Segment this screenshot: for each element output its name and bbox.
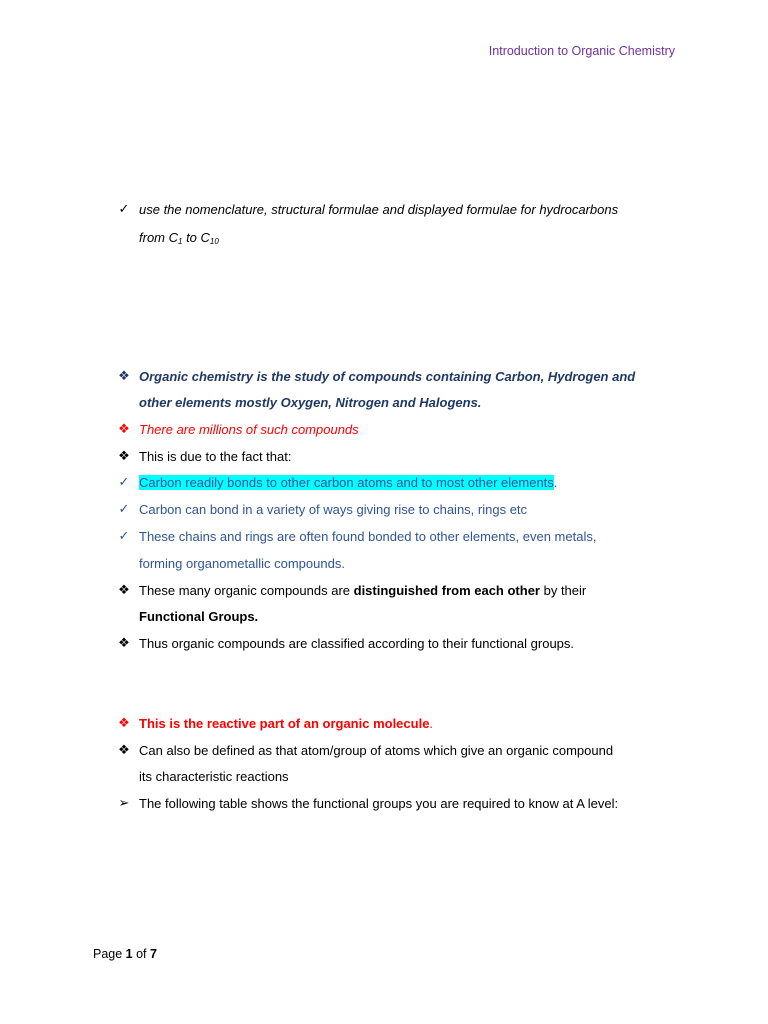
reason-1: Carbon readily bonds to other carbon atoms and to most other elements. <box>139 475 558 490</box>
check-icon: ✓ <box>118 501 130 516</box>
reason-2: Carbon can bond in a variety of ways giving rise to chains, rings etc <box>139 502 528 517</box>
check-icon: ✓ <box>118 201 130 216</box>
four-diamond-bullet-icon: ❖ <box>118 448 130 463</box>
distinguished-text: These many organic compounds are distinguished from each other by their <box>139 583 587 598</box>
definition-line-1: Organic chemistry is the study of compounds containing Carbon, Hydrogen and <box>139 369 636 384</box>
arrowhead-bullet-icon: ➢ <box>118 795 130 810</box>
defined-line-1: Can also be defined as that atom/group of atoms which give an organic compound <box>139 743 614 758</box>
four-diamond-bullet-icon: ❖ <box>118 421 130 436</box>
millions-text: There are millions of such compounds <box>139 422 359 437</box>
four-diamond-bullet-icon: ❖ <box>118 742 130 757</box>
objective-line-2: from $C_1$ to $C_{10}$ <box>139 230 219 246</box>
check-icon: ✓ <box>118 528 130 543</box>
four-diamond-bullet-icon: ❖ <box>118 635 130 650</box>
four-diamond-bullet-icon: ❖ <box>118 368 130 383</box>
four-diamond-bullet-icon: ❖ <box>118 582 130 597</box>
functional-groups-text: Functional Groups. <box>139 609 259 624</box>
reason-3-line-1: These chains and rings are often found bonded to other elements, even metals, <box>139 529 597 544</box>
definition-line-2: other elements mostly Oxygen, Nitrogen and Halogens. <box>139 395 482 410</box>
reactive-part-text: This is the reactive part of an organic molecule. <box>139 716 434 731</box>
reason-3-line-2: forming organometallic compounds. <box>139 556 345 571</box>
check-icon: ✓ <box>118 474 130 489</box>
page-number: Page 1 of 7 <box>93 947 157 961</box>
header-title: Introduction to Organic Chemistry <box>488 44 675 58</box>
defined-line-2: its characteristic reactions <box>139 769 289 784</box>
table-intro-text: The following table shows the functional groups you are required to know at A level: <box>139 796 619 811</box>
four-diamond-bullet-icon: ❖ <box>118 715 130 730</box>
objective-line-1: use the nomenclature, structural formulae and displayed formulae for hydrocarbons <box>139 202 619 217</box>
due-to-text: This is due to the fact that: <box>139 449 292 464</box>
classified-text: Thus organic compounds are classified according to their functional groups. <box>139 636 575 651</box>
highlighted-text: Carbon readily bonds to other carbon atoms and to most other elements <box>139 475 554 490</box>
